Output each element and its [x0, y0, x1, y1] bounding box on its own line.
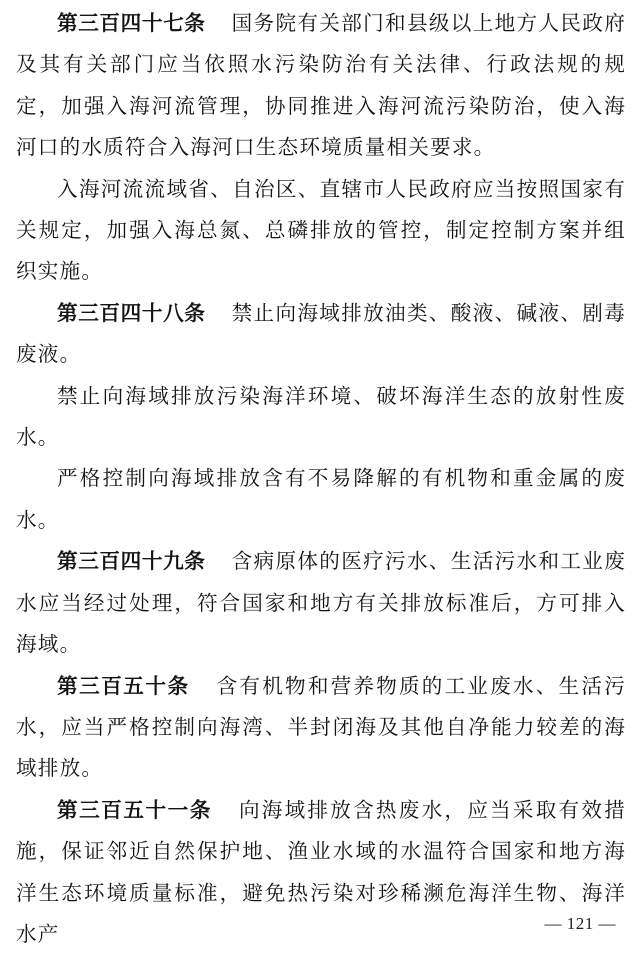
article-347-heading: 第三百四十七条 — [57, 11, 206, 35]
article-347-text: 国务院有关部门和县级以上地方人民政府及其有关部门应当依照水污染防治有关法律、行政法规的规定，加强入海河流管理，协同推进入海河流污染防治，使入海河口的水质符合入海河口生态环境质量相关要求。 — [16, 11, 626, 160]
article-351-text: 向海域排放含热废水，应当采取有效措施，保证邻近自然保护地、渔业水域的水温符合国家和地方海洋生态环境质量标准，避免热污染对珍稀濒危海洋生物、海洋水产 — [16, 797, 626, 946]
article-350-text: 含有机物和营养物质的工业废水、生活污水，应当严格控制向海湾、半封闭海及其他自净能力较差的海域排放。 — [16, 673, 627, 781]
article-348-heading: 第三百四十八条 — [57, 300, 206, 325]
article-348-paragraph-3 — [16, 458, 626, 541]
article-348-text-2: 禁止向海域排放污染海洋环境、破坏海洋生态的放射性废水。 — [16, 383, 626, 450]
article-350-heading: 第三百五十条 — [57, 673, 190, 698]
article-351-heading: 第三百五十一条 — [57, 797, 212, 822]
article-351-paragraph — [16, 790, 626, 955]
article-349-paragraph — [16, 541, 626, 665]
page-number: — 121 — — [544, 914, 616, 933]
article-348-paragraph — [16, 293, 626, 376]
article-347-paragraph — [16, 3, 626, 169]
article-348-paragraph-2 — [16, 376, 626, 459]
article-349-text: 含病原体的医疗污水、生活污水和工业废水应当经过处理，符合国家和地方有关排放标准后，方可排入海域。 — [16, 549, 626, 657]
article-347-text-2: 入海河流流域省、自治区、直辖市人民政府应当按照国家有关规定，加强入海总氮、总磷排放的管控，制定控制方案并组织实施。 — [16, 176, 626, 284]
article-347-paragraph-2 — [16, 169, 626, 293]
article-349-heading: 第三百四十九条 — [57, 549, 206, 574]
article-350-paragraph — [16, 666, 626, 790]
document-page — [16, 0, 626, 944]
article-348-text: 禁止向海域排放油类、酸液、碱液、剧毒废液。 — [16, 300, 626, 367]
article-348-text-3: 严格控制向海域排放含有不易降解的有机物和重金属的废水。 — [16, 466, 626, 532]
